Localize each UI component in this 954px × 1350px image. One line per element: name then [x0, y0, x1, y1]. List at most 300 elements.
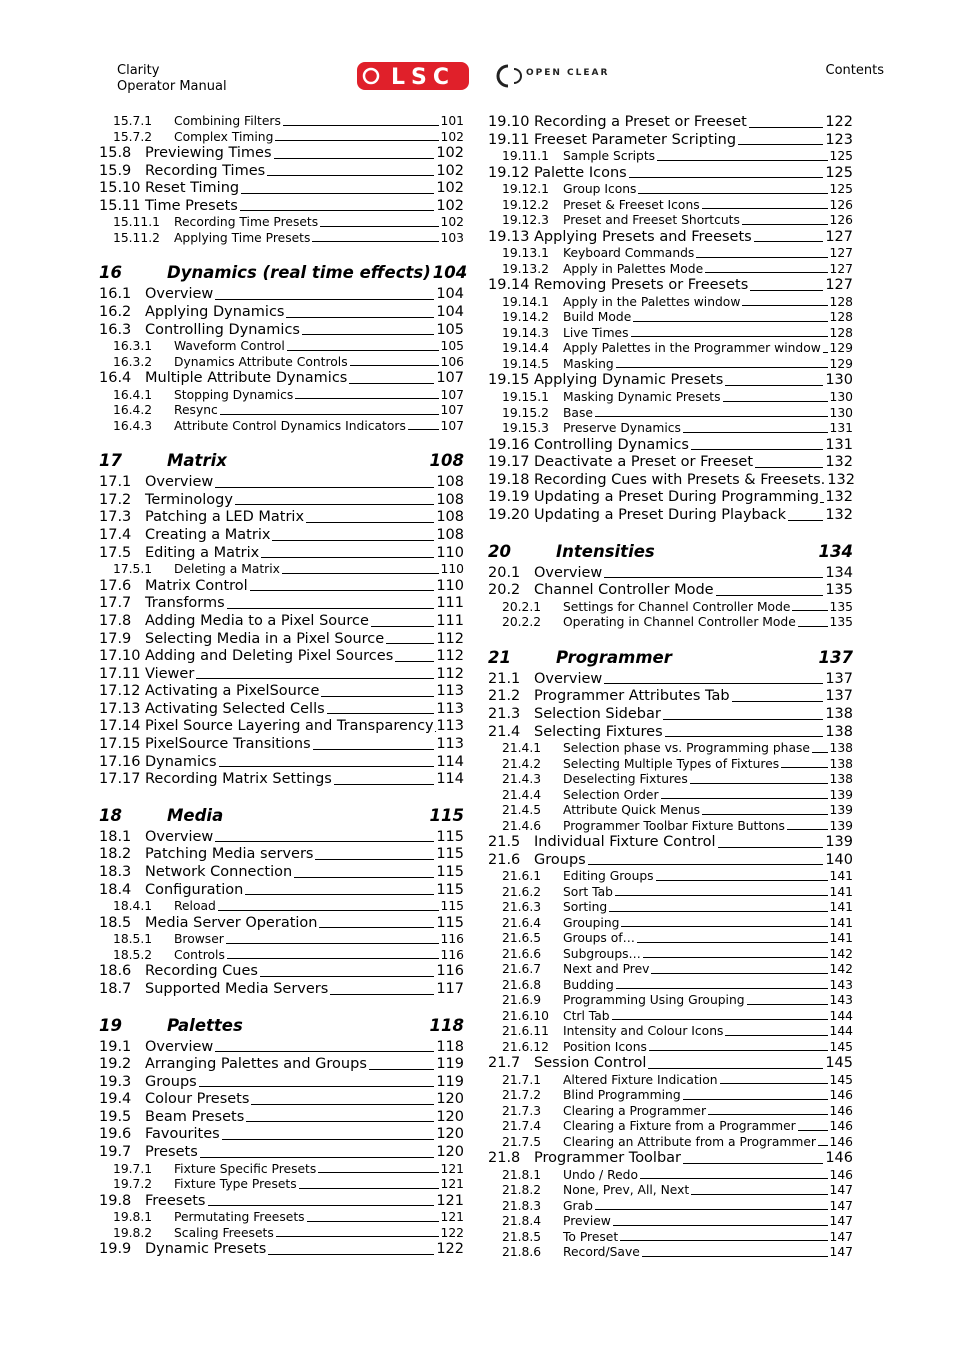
toc-entry-18-2[interactable] — [99, 846, 464, 864]
toc-leader — [282, 573, 439, 574]
toc-entry-21-7-5[interactable] — [488, 1135, 853, 1151]
toc-entry-19-15-3[interactable] — [488, 421, 853, 437]
toc-entry-number: 16.3.2 — [113, 354, 153, 369]
toc-entry-number: 21.5 — [488, 834, 521, 851]
toc-entry-19-7[interactable] — [99, 1144, 464, 1162]
toc-entry-page: 108 — [436, 527, 464, 544]
toc-entry-page: 108 — [429, 451, 464, 471]
toc-entry-19[interactable] — [99, 1015, 464, 1036]
toc-entry-title: Live Times — [563, 325, 629, 340]
toc-entry-title: Updating a Preset During Programming — [534, 489, 820, 506]
toc-entry-number: 15.9 — [99, 162, 132, 179]
toc-entry-17-12[interactable] — [99, 683, 464, 701]
toc-entry-page: 138 — [829, 772, 853, 787]
toc-entry-page: 128 — [829, 325, 853, 340]
toc-entry-page: 141 — [829, 900, 853, 915]
toc-entry-page: 113 — [436, 736, 464, 753]
toc-entry-number: 19.10 — [488, 114, 530, 130]
toc-entry-19-15[interactable] — [488, 372, 853, 390]
toc-entry-19-12-2[interactable] — [488, 198, 853, 214]
toc-entry-21-7[interactable] — [488, 1055, 853, 1073]
toc-entry-19-11-1[interactable] — [488, 149, 853, 165]
toc-entry-17-5[interactable] — [99, 545, 464, 563]
toc-entry-20-2[interactable] — [488, 582, 853, 600]
toc-entry-page: 125 — [829, 182, 853, 197]
toc-entry-title: Resync — [174, 403, 218, 418]
toc-entry-19-15-2[interactable] — [488, 406, 853, 422]
toc-entry-title: Preserve Dynamics — [563, 421, 681, 436]
toc-leader — [616, 988, 828, 989]
toc-entry-17-7[interactable] — [99, 595, 464, 613]
toc-entry-page: 140 — [825, 851, 853, 868]
toc-leader — [615, 895, 828, 896]
toc-entry-page: 135 — [829, 599, 853, 614]
toc-leader — [261, 557, 434, 558]
toc-entry-page: 107 — [436, 370, 464, 387]
toc-entry-21-5[interactable] — [488, 834, 853, 852]
toc-entry-21-8[interactable] — [488, 1150, 853, 1168]
toc-entry-19-14-5[interactable] — [488, 357, 853, 373]
toc-leader — [738, 144, 823, 145]
toc-leader — [246, 1121, 434, 1122]
toc-entry-title: Colour Presets — [145, 1091, 250, 1108]
toc-entry-19-12[interactable] — [488, 165, 853, 183]
toc-entry-19-3[interactable] — [99, 1074, 464, 1092]
toc-entry-page: 118 — [429, 1015, 464, 1035]
toc-entry-19-4[interactable] — [99, 1091, 464, 1109]
toc-entry-title: Complex Timing — [174, 129, 274, 144]
toc-entry-21-6-5[interactable] — [488, 931, 853, 947]
toc-entry-title: Next and Prev — [563, 962, 650, 977]
toc-entry-21-7-1[interactable] — [488, 1073, 853, 1089]
toc-entry-title: Pixel Source Layering and Transparency — [145, 718, 434, 735]
toc-entry-title: Scaling Freesets — [174, 1225, 274, 1240]
toc-entry-page: 119 — [436, 1073, 464, 1090]
toc-entry-20-2-2[interactable] — [488, 615, 853, 631]
toc-leader — [781, 767, 827, 768]
toc-entry-title: Previewing Times — [145, 145, 272, 161]
toc-entry-21-7-3[interactable] — [488, 1104, 853, 1120]
toc-entry-15-7-1[interactable] — [99, 114, 464, 130]
toc-entry-title: Clearing a Fixture from a Programmer — [563, 1119, 796, 1134]
toc-entry-17-15[interactable] — [99, 736, 464, 754]
toc-leader — [287, 350, 439, 351]
toc-entry-page: 142 — [829, 946, 853, 961]
toc-entry-15-11[interactable] — [99, 198, 464, 216]
toc-entry-number: 17.8 — [99, 612, 132, 629]
toc-entry-number: 21 — [488, 647, 511, 667]
toc-entry-18-3[interactable] — [99, 864, 464, 882]
toc-entry-page: 110 — [436, 544, 464, 561]
toc-entry-number: 17.12 — [99, 683, 141, 700]
toc-entry-title: Grouping — [563, 915, 620, 930]
toc-entry-19-12-3[interactable] — [488, 213, 853, 229]
toc-entry-page: 146 — [829, 1103, 853, 1118]
toc-entry-number: 21.6.2 — [502, 884, 542, 899]
toc-entry-18-4[interactable] — [99, 882, 464, 900]
toc-entry-title: Overview — [145, 474, 214, 491]
toc-entry-page: 120 — [436, 1091, 464, 1108]
toc-entry-21-4-2[interactable] — [488, 757, 853, 773]
toc-entry-page: 104 — [432, 263, 468, 283]
toc-entry-title: Configuration — [145, 881, 244, 898]
toc-entry-21-3[interactable] — [488, 706, 853, 724]
toc-leader — [747, 1004, 828, 1005]
toc-leader — [661, 798, 828, 799]
toc-entry-19-8-2[interactable] — [99, 1226, 464, 1242]
toc-entry-21-6[interactable] — [488, 852, 853, 870]
toc-entry-title: Sorting — [563, 900, 608, 915]
toc-entry-page: 129 — [829, 356, 853, 371]
toc-entry-title: Selecting Fixtures — [534, 723, 663, 740]
toc-leader — [787, 829, 828, 830]
toc-entry-21-1[interactable] — [488, 671, 853, 689]
toc-entry-17-2[interactable] — [99, 492, 464, 510]
toc-entry-number: 21.7.3 — [502, 1103, 542, 1118]
toc-entry-number: 16.4 — [99, 370, 132, 387]
toc-entry-15-11-2[interactable] — [99, 231, 464, 247]
toc-entry-16-1[interactable] — [99, 286, 464, 304]
toc-entry-19-17[interactable] — [488, 454, 853, 472]
toc-entry-title: Programmer Toolbar Fixture Buttons — [563, 818, 785, 833]
toc-entry-page: 146 — [829, 1134, 853, 1149]
toc-entry-15-9[interactable] — [99, 163, 464, 181]
toc-entry-16-3[interactable] — [99, 322, 464, 340]
toc-entry-page: 134 — [825, 564, 853, 581]
toc-entry-page: 108 — [436, 491, 464, 508]
toc-entry-19-14[interactable] — [488, 277, 853, 295]
toc-entry-17-4[interactable] — [99, 527, 464, 545]
toc-entry-18-6[interactable] — [99, 963, 464, 981]
toc-entry-19-14-3[interactable] — [488, 326, 853, 342]
toc-entry-page: 128 — [829, 294, 853, 309]
toc-entry-number: 19.12.3 — [502, 213, 549, 228]
toc-entry-number: 21.7.4 — [502, 1119, 542, 1134]
toc-leader — [241, 193, 434, 194]
toc-entry-page: 118 — [436, 1038, 464, 1055]
toc-entry-page: 144 — [829, 1024, 853, 1039]
toc-entry-15-10[interactable] — [99, 180, 464, 198]
toc-entry-page: 122 — [440, 1225, 464, 1240]
toc-entry-title: Waveform Control — [174, 339, 285, 354]
toc-entry-19-13-2[interactable] — [488, 262, 853, 278]
toc-entry-21-6-9[interactable] — [488, 993, 853, 1009]
toc-entry-page: 116 — [440, 932, 464, 947]
toc-entry-18-1[interactable] — [99, 829, 464, 847]
toc-entry-number: 21.6.11 — [502, 1024, 549, 1039]
toc-leader — [267, 175, 434, 176]
toc-entry-title: Programming Using Grouping — [563, 993, 745, 1008]
toc-entry-18-7[interactable] — [99, 981, 464, 999]
toc-entry-15-8[interactable] — [99, 145, 464, 163]
toc-entry-19-16[interactable] — [488, 437, 853, 455]
toc-entry-title: Freeset Parameter Scripting — [534, 131, 737, 148]
toc-entry-page: 115 — [436, 914, 464, 931]
toc-leader — [708, 1114, 828, 1115]
toc-entry-15-7-2[interactable] — [99, 130, 464, 146]
toc-entry-number: 21.4.2 — [502, 756, 542, 771]
toc-entry-title: Sample Scripts — [563, 149, 656, 164]
toc-entry-number: 19.15 — [488, 372, 530, 389]
toc-entry-18-4-1[interactable] — [99, 899, 464, 915]
toc-entry-19-8[interactable] — [99, 1193, 464, 1211]
toc-entry-20-1[interactable] — [488, 565, 853, 583]
toc-entry-19-14-2[interactable] — [488, 310, 853, 326]
toc-entry-19-12-1[interactable] — [488, 182, 853, 198]
toc-entry-title: Fixture Type Presets — [174, 1177, 297, 1192]
toc-entry-title: Overview — [145, 828, 214, 845]
toc-entry-number: 21.6.7 — [502, 962, 542, 977]
toc-entry-title: Updating a Preset During Playback — [534, 506, 786, 523]
toc-leader — [604, 577, 823, 578]
toc-entry-16-4[interactable] — [99, 370, 464, 388]
toc-leader — [215, 841, 434, 842]
toc-entry-page: 104 — [436, 286, 464, 303]
toc-entry-21-8-2[interactable] — [488, 1183, 853, 1199]
toc-entry-16-4-1[interactable] — [99, 388, 464, 404]
toc-entry-16-4-2[interactable] — [99, 403, 464, 419]
toc-entry-18-5[interactable] — [99, 915, 464, 933]
toc-entry-title: Recording Matrix Settings — [145, 771, 332, 788]
toc-entry-19-9[interactable] — [99, 1241, 464, 1259]
toc-entry-19-11[interactable] — [488, 132, 853, 150]
toc-entry-19-7-1[interactable] — [99, 1162, 464, 1178]
toc-entry-title: Budding — [563, 977, 614, 992]
toc-entry-page: 146 — [829, 1119, 853, 1134]
toc-entry-title: Channel Controller Mode — [534, 582, 714, 599]
toc-leader — [732, 701, 824, 702]
toc-entry-number: 19.1 — [99, 1038, 132, 1055]
toc-entry-number: 21.8.2 — [502, 1183, 542, 1198]
toc-leader — [313, 749, 435, 750]
toc-entry-page: 132 — [825, 454, 853, 471]
toc-leader — [648, 1068, 823, 1069]
toc-entry-17-1[interactable] — [99, 474, 464, 492]
toc-entry-18-5-1[interactable] — [99, 932, 464, 948]
toc-entry-17-3[interactable] — [99, 509, 464, 527]
toc-entry-19-13-1[interactable] — [488, 246, 853, 262]
toc-entry-21-6-3[interactable] — [488, 900, 853, 916]
toc-entry-number: 21.6.12 — [502, 1039, 549, 1054]
toc-entry-page: 120 — [436, 1126, 464, 1143]
toc-entry-number: 21.8.5 — [502, 1229, 542, 1244]
toc-entry-21-8-3[interactable] — [488, 1199, 853, 1215]
toc-entry-title: Reset Timing — [145, 180, 240, 197]
toc-entry-page: 108 — [436, 509, 464, 526]
toc-entry-number: 18.3 — [99, 864, 132, 881]
toc-entry-20-2-1[interactable] — [488, 600, 853, 616]
toc-entry-page: 116 — [440, 947, 464, 962]
toc-entry-number: 21.6.5 — [502, 931, 542, 946]
toc-entry-17[interactable] — [99, 450, 464, 471]
toc-entry-16-4-3[interactable] — [99, 419, 464, 435]
toc-entry-17-14[interactable] — [99, 718, 464, 736]
toc-entry-page: 141 — [829, 869, 853, 884]
toc-entry-21-6-4[interactable] — [488, 916, 853, 932]
toc-entry-19-13[interactable] — [488, 229, 853, 247]
toc-entry-20[interactable] — [488, 541, 853, 562]
toc-entry-21-8-1[interactable] — [488, 1168, 853, 1184]
toc-entry-16[interactable] — [99, 262, 468, 283]
toc-entry-21-6-6[interactable] — [488, 947, 853, 963]
toc-entry-number: 18.5 — [99, 914, 132, 931]
toc-entry-number: 18.2 — [99, 846, 132, 863]
toc-entry-21-4-5[interactable] — [488, 803, 853, 819]
toc-entry-page: 142 — [829, 962, 853, 977]
toc-entry-18-5-2[interactable] — [99, 948, 464, 964]
toc-entry-21-6-8[interactable] — [488, 978, 853, 994]
toc-entry-21-7-2[interactable] — [488, 1088, 853, 1104]
toc-entry-page: 102 — [436, 197, 464, 214]
toc-entry-21-4-1[interactable] — [488, 741, 853, 757]
toc-entry-number: 20.2.1 — [502, 599, 542, 614]
toc-entry-19-18[interactable] — [488, 472, 853, 490]
toc-leader — [318, 1172, 438, 1173]
toc-entry-21-8-6[interactable] — [488, 1245, 853, 1261]
toc-entry-21-6-7[interactable] — [488, 962, 853, 978]
toc-leader — [663, 719, 823, 720]
toc-entry-19-20[interactable] — [488, 507, 853, 525]
toc-leader — [657, 160, 827, 161]
toc-entry-number: 16.4.2 — [113, 403, 153, 418]
toc-entry-page: 113 — [436, 700, 464, 717]
toc-entry-title: Matrix — [167, 451, 227, 471]
toc-entry-number: 17.14 — [99, 718, 141, 735]
toc-entry-page: 141 — [829, 884, 853, 899]
toc-entry-page: 120 — [436, 1144, 464, 1161]
toc-entry-17-17[interactable] — [99, 771, 464, 789]
toc-entry-title: Removing Presets or Freesets — [534, 277, 749, 294]
toc-entry-title: Preview — [563, 1214, 611, 1229]
toc-entry-number: 16.3 — [99, 321, 132, 338]
toc-entry-21-8-4[interactable] — [488, 1214, 853, 1230]
toc-leader — [609, 911, 827, 912]
toc-entry-21-7-4[interactable] — [488, 1119, 853, 1135]
toc-entry-19-15-1[interactable] — [488, 390, 853, 406]
toc-entry-page: 114 — [436, 771, 464, 788]
toc-entry-17-5-1[interactable] — [99, 562, 464, 578]
toc-entry-21-4[interactable] — [488, 724, 853, 742]
toc-leader — [227, 608, 435, 609]
toc-leader — [312, 241, 438, 242]
toc-entry-number: 21.8.3 — [502, 1198, 542, 1213]
toc-entry-number: 16.4.3 — [113, 418, 153, 433]
toc-entry-page: 147 — [829, 1198, 853, 1213]
toc-entry-number: 15.7.2 — [113, 129, 153, 144]
toc-entry-page: 122 — [825, 114, 853, 130]
toc-entry-number: 17 — [99, 451, 122, 471]
toc-entry-21-4-4[interactable] — [488, 788, 853, 804]
toc-entry-number: 19.3 — [99, 1073, 132, 1090]
toc-entry-page: 102 — [436, 162, 464, 179]
toc-entry-number: 18.4 — [99, 881, 132, 898]
toc-leader — [272, 540, 434, 541]
toc-entry-title: Ctrl Tab — [563, 1008, 610, 1023]
toc-entry-number: 19.7 — [99, 1144, 132, 1161]
toc-entry-17-9[interactable] — [99, 631, 464, 649]
toc-entry-number: 17.1 — [99, 474, 132, 491]
toc-entry-title: Creating a Matrix — [145, 527, 271, 544]
toc-entry-19-14-1[interactable] — [488, 295, 853, 311]
toc-entry-21[interactable] — [488, 647, 853, 668]
toc-entry-19-19[interactable] — [488, 489, 853, 507]
toc-entry-19-5[interactable] — [99, 1109, 464, 1127]
toc-leader — [245, 894, 434, 895]
toc-entry-page: 137 — [825, 688, 853, 705]
toc-entry-page: 116 — [436, 963, 464, 980]
toc-entry-21-4-3[interactable] — [488, 772, 853, 788]
toc-entry-19-10[interactable] — [488, 114, 853, 132]
toc-entry-page: 113 — [436, 718, 464, 735]
toc-entry-19-6[interactable] — [99, 1126, 464, 1144]
toc-leader — [649, 1050, 828, 1051]
toc-entry-19-8-1[interactable] — [99, 1210, 464, 1226]
toc-leader — [640, 1178, 828, 1179]
toc-leader — [604, 683, 823, 684]
toc-entry-page: 125 — [825, 164, 853, 181]
toc-entry-21-6-12[interactable] — [488, 1040, 853, 1056]
toc-entry-17-10[interactable] — [99, 648, 464, 666]
toc-entry-21-2[interactable] — [488, 688, 853, 706]
toc-entry-number: 19.14.2 — [502, 310, 549, 325]
toc-leader — [215, 299, 434, 300]
toc-leader — [306, 522, 434, 523]
toc-leader — [200, 1157, 435, 1158]
toc-entry-17-6[interactable] — [99, 578, 464, 596]
toc-entry-16-3-2[interactable] — [99, 355, 464, 371]
toc-entry-page: 115 — [440, 899, 464, 914]
toc-entry-19-2[interactable] — [99, 1056, 464, 1074]
toc-entry-page: 147 — [829, 1229, 853, 1244]
toc-entry-title: Beam Presets — [145, 1108, 245, 1125]
toc-entry-21-6-2[interactable] — [488, 885, 853, 901]
toc-entry-21-8-5[interactable] — [488, 1230, 853, 1246]
toc-entry-17-16[interactable] — [99, 754, 464, 772]
toc-entry-number: 17.17 — [99, 771, 141, 788]
toc-entry-title: Programmer Toolbar — [534, 1150, 682, 1167]
toc-entry-19-14-4[interactable] — [488, 341, 853, 357]
toc-entry-21-6-11[interactable] — [488, 1024, 853, 1040]
toc-leader — [274, 158, 435, 159]
toc-entry-title: Activating Selected Cells — [145, 700, 325, 717]
toc-entry-title: Recording Cues — [145, 963, 258, 980]
toc-leader — [792, 610, 827, 611]
toc-leader — [749, 127, 823, 128]
toc-entry-15-11-1[interactable] — [99, 215, 464, 231]
toc-entry-16-3-1[interactable] — [99, 339, 464, 355]
toc-leader — [222, 1139, 435, 1140]
toc-entry-19-7-2[interactable] — [99, 1177, 464, 1193]
toc-entry-number: 15.8 — [99, 145, 132, 161]
toc-entry-number: 21.6.10 — [502, 1008, 549, 1023]
toc-entry-number: 15.11.1 — [113, 215, 160, 230]
toc-entry-title: Deleting a Matrix — [174, 562, 280, 577]
toc-entry-18[interactable] — [99, 805, 464, 826]
toc-entry-number: 18.5.2 — [113, 947, 153, 962]
lsc-logo-text: LSC — [390, 65, 456, 90]
toc-entry-17-8[interactable] — [99, 613, 464, 631]
toc-entry-page: 141 — [829, 931, 853, 946]
toc-entry-21-4-6[interactable] — [488, 819, 853, 835]
toc-entry-17-11[interactable] — [99, 666, 464, 684]
toc-entry-16-2[interactable] — [99, 304, 464, 322]
toc-entry-21-6-10[interactable] — [488, 1009, 853, 1025]
toc-entry-21-6-1[interactable] — [488, 869, 853, 885]
toc-entry-page: 121 — [440, 1161, 464, 1176]
toc-entry-number: 19.20 — [488, 506, 530, 523]
toc-entry-17-13[interactable] — [99, 701, 464, 719]
toc-entry-19-1[interactable] — [99, 1039, 464, 1057]
